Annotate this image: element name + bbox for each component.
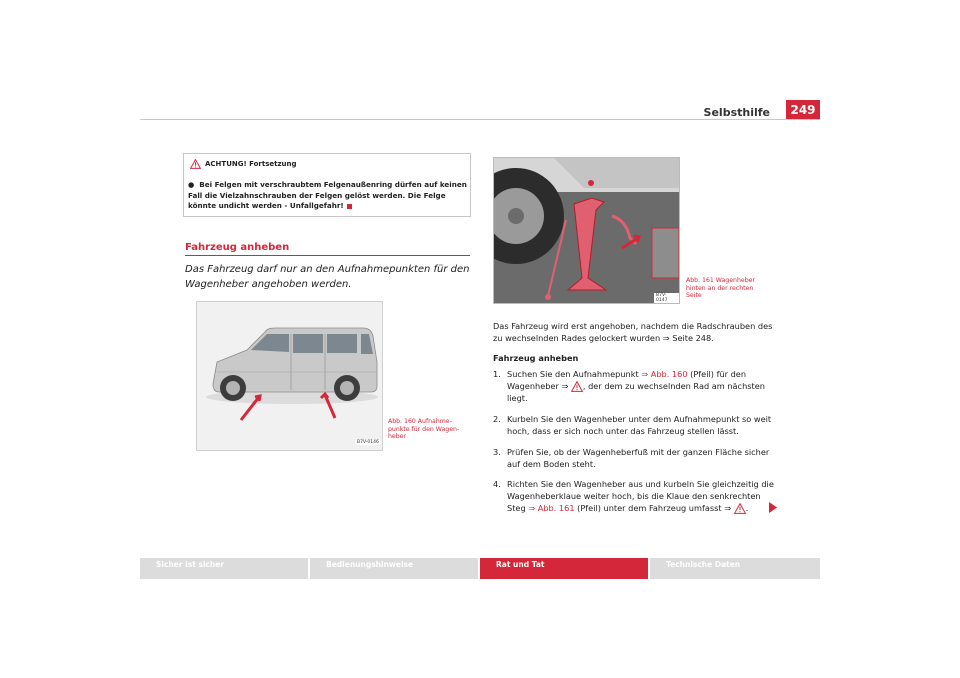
warning-text	[188, 180, 468, 212]
header-rule	[140, 119, 820, 120]
subhead-fahrzeug-anheben: Fahrzeug anheben	[493, 353, 579, 363]
figure-160-caption: Abb. 160 Aufnahme-punkte für den Wagen-heber	[388, 418, 460, 440]
end-mark-icon	[347, 204, 352, 209]
body-intro-text: Das Fahrzeug wird erst angehoben, nachdem die Radschrauben des zu wechselnden Rades gelockert wurden	[493, 321, 773, 343]
next-page-arrow-icon[interactable]	[769, 502, 777, 513]
step-3	[493, 446, 778, 470]
step-2	[493, 413, 778, 437]
reference-arrow[interactable]: ⇒	[662, 333, 670, 343]
warning-heading-text: ACHTUNG! Fortsetzung	[205, 160, 297, 168]
tab-sicher-ist-sicher[interactable]: Sicher ist sicher	[140, 558, 308, 579]
tab-rat-und-tat[interactable]: Rat und Tat	[480, 558, 648, 579]
figure-161-code: B7V-0147	[654, 293, 679, 303]
step-text: (Pfeil) unter dem Fahrzeug umfasst ⇒	[574, 503, 734, 513]
section-intro: Das Fahrzeug darf nur an den Aufnahmepunkten für den Wagenheber angehoben werden.	[185, 264, 470, 290]
figure-161-link[interactable]: ⇒ Abb. 161	[528, 503, 575, 513]
step-text: Prüfen Sie, ob der Wagenheberfuß mit der ganzen Fläche sicher auf dem Boden steht.	[507, 447, 770, 469]
step-text: , der dem zu wechselnden Rad am nächsten liegt.	[507, 381, 765, 403]
jack-illustration	[494, 158, 679, 303]
car-side-illustration	[197, 302, 382, 450]
page-number: 249	[786, 100, 820, 120]
step-text: Suchen Sie den Aufnahmepunkt	[507, 369, 642, 379]
warning-triangle-icon	[190, 159, 201, 169]
step-text: (Pfeil) für den Wagenheber ⇒	[507, 369, 747, 391]
step-1	[493, 368, 778, 404]
figure-160-link[interactable]: ⇒ Abb. 160	[641, 369, 688, 379]
bullet-icon: ●	[188, 180, 200, 189]
step-text: Richten Sie den Wagenheber aus und kurbeln Sie gleichzeitig die Wagenheberklaue weiter hoch, bis die Klaue den senkrechten Steg	[507, 479, 774, 513]
body-intro-page-ref[interactable]: Seite 248.	[669, 333, 714, 343]
step-number: 2.	[493, 414, 501, 424]
warning-triangle-icon[interactable]	[734, 503, 746, 514]
step-number: 4.	[493, 479, 501, 489]
figure-160-code: B7V-0146	[357, 440, 379, 445]
section-title: Fahrzeug anheben	[185, 242, 290, 253]
body-intro-paragraph	[493, 320, 778, 344]
step-text: Kurbeln Sie den Wagenheber unter dem Aufnahmepunkt so weit hoch, dass er sich noch unter das Fahrzeug stellen lässt.	[507, 414, 772, 436]
step-4	[493, 478, 778, 514]
step-number: 1.	[493, 369, 501, 379]
step-text: .	[745, 503, 749, 513]
warning-heading	[190, 159, 297, 169]
warning-bullet-text: Bei Felgen mit verschraubtem Felgenaußenring dürfen auf keinen Fall die Vielzahnschrauben der Felgen gelöst werden. Die Felge könnte undicht werden - Unfallgefahr!	[188, 180, 467, 210]
tab-technische-daten[interactable]: Technische Daten	[650, 558, 820, 579]
running-header-title: Selbsthilfe	[703, 106, 770, 119]
figure-160-image	[196, 301, 383, 451]
section-rule	[185, 255, 470, 256]
tab-bedienungshinweise[interactable]: Bedienungshinweise	[310, 558, 478, 579]
warning-triangle-icon[interactable]	[571, 381, 583, 392]
figure-161-caption: Abb. 161 Wagenheber hinten an der rechten Seite	[686, 277, 755, 299]
step-number: 3.	[493, 447, 501, 457]
figure-161-image	[493, 157, 680, 304]
